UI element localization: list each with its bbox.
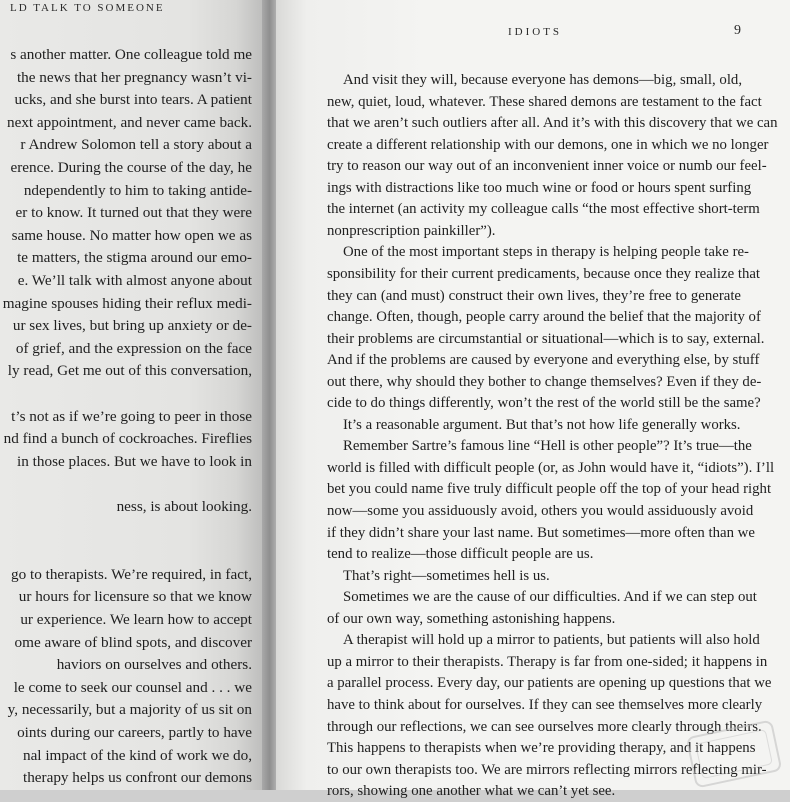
left-text-line: ness, is about looking. (116, 498, 252, 515)
body-text-line: tend to realize—those difficult people are us. (327, 546, 594, 563)
left-text-line: y, necessarily, but a majority of us sit on (7, 701, 252, 719)
left-text-line: er to know. It turned out that they were (15, 204, 252, 222)
body-text-line: that we aren’t such outliers after all. And it’s with this discovery that we can (327, 115, 778, 132)
left-text-line: erence. During the course of the day, he (10, 159, 252, 176)
body-text-line: A therapist will hold up a mirror to patients, but patients will also hold (343, 632, 760, 649)
body-text-line: if they didn’t share your last name. But sometimes—more often than we (327, 524, 755, 541)
running-head-text: LD TALK TO SOMEONE (10, 2, 165, 14)
body-text-line: a parallel process. Every day, our patients are opening up questions that we (327, 675, 772, 692)
left-text-line: haviors on ourselves and others. (56, 656, 252, 674)
left-text-line (0, 473, 252, 495)
left-text-line: therapy helps us confront our demons (22, 769, 252, 787)
left-page (0, 0, 268, 790)
left-text-line: ome aware of blind spots, and discover (14, 633, 252, 651)
left-text-line: s another matter. One colleague told me (10, 46, 252, 63)
right-page (276, 0, 790, 800)
body-text-line: the internet (an activity my colleague calls “the most effective short-term (327, 201, 760, 218)
body-text-line: up a mirror to their therapists. Therapy is far from one-sided; it happens in (327, 653, 768, 670)
body-text-line: out there, why should they bother to change themselves? Even if they de- (327, 373, 762, 390)
body-text-line: new, quiet, loud, whatever. These shared demons are testament to the fact (327, 93, 762, 110)
left-text-line: nd find a bunch of cockroaches. Fireflies (3, 430, 252, 448)
body-text-line: they can (and must) construct their own lives, they’re free to generate (327, 287, 741, 304)
left-text-line: ur sex lives, but bring up anxiety or de- (12, 317, 252, 335)
left-text-line: ndependently to him to taking antide- (23, 181, 252, 199)
body-text-line: now—some you assiduously avoid, others you would assiduously avoid (327, 503, 754, 519)
page-number: 9 (734, 23, 741, 38)
left-text-line: in those places. But we have to look in (17, 452, 252, 470)
body-text-line: rors, showing one another what we can’t yet see. (327, 783, 616, 800)
body-text-line: Remember Sartre’s famous line “Hell is other people”? It’s true—the (343, 438, 752, 455)
left-text-line: e. We’ll talk with almost anyone about (17, 272, 252, 289)
body-text-line: ings with distractions like too much wine or food or hours spent surfing (327, 179, 752, 196)
left-text-line: nal impact of the kind of work we do, (22, 746, 252, 764)
body-text-line: to our own therapists too. We are mirrors reflecting mirrors reflecting mir- (327, 761, 767, 778)
body-text-line: world is filled with difficult people (or, as John would have it, “idiots”). I’ll (327, 459, 775, 476)
left-text-line: ucks, and she burst into tears. A patient (14, 91, 252, 109)
body-text-line: sponsibility for their current predicaments, because once they realize that (327, 265, 761, 282)
body-text-line: bet you could name five truly difficult people off the top of your head right (327, 481, 772, 498)
left-text-line: ur experience. We learn how to accept (20, 611, 252, 628)
body-text-line: through our reflections, we can see ourselves more clearly through theirs. (327, 718, 762, 735)
chapter-title: IDIOTS (508, 26, 563, 38)
left-text-line: r Andrew Solomon tell a story about a (20, 136, 252, 154)
body-text-line: Sometimes we are the cause of our difficulties. And if we can step out (343, 589, 757, 606)
left-text-line: t’s not as if we’re going to peer in those (11, 407, 252, 425)
body-text-line: their problems are circumstantial or situational—which is to say, external. (327, 330, 765, 347)
left-text-line (0, 541, 252, 563)
left-text-line: le come to seek our counsel and . . . we (13, 678, 252, 696)
body-text-line: have to think about for ourselves. If they can see themselves more clearly (327, 696, 763, 713)
left-text-line: oints during our careers, partly to have (17, 724, 252, 741)
left-text-line: same house. No matter how open we as (11, 226, 252, 244)
body-text-line: cide to do things differently, won’t the rest of the world still be the same? (327, 395, 761, 412)
body-text-line: And visit they will, because everyone has demons—big, small, old, (343, 72, 743, 88)
left-running-head (0, 2, 268, 16)
body-text-line: create a different relationship with our demons, one in which we no longer (327, 136, 769, 153)
body-text-line: try to reason our way out of an inconvenient inner voice or numb our feel- (327, 158, 767, 175)
body-text-line: This happens to therapists when we’re providing therapy, and it happens (327, 740, 756, 757)
right-running-head (276, 23, 790, 42)
body-text-line: One of the most important steps in therapy is helping people take re- (343, 244, 749, 261)
body-text-line: That’s right—sometimes hell is us. (343, 567, 550, 584)
left-text-line: the news that her pregnancy wasn’t vi- (16, 68, 252, 86)
left-text-line: te matters, the stigma around our emo- (17, 249, 252, 267)
body-text-line: of our own way, something astonishing happens. (327, 610, 616, 627)
body-text-line: It’s a reasonable argument. But that’s not how life generally works. (343, 416, 741, 433)
left-text-line: of grief, and the expression on the face (15, 339, 252, 357)
left-text-line (0, 519, 252, 541)
left-text-line: ly read, Get me out of this conversation, (7, 362, 252, 380)
left-text-line: ur hours for licensure so that we know (18, 588, 252, 606)
left-text-line (0, 383, 252, 405)
body-text-line: And if the problems are caused by everyone and everything else, by stuff (327, 352, 760, 369)
left-text-line: next appointment, and never came back. (6, 113, 252, 131)
body-text-line: nonprescription painkiller”). (327, 222, 496, 239)
body-text-line: change. Often, though, people carry around the belief that the majority of (327, 309, 761, 326)
left-text-line: go to therapists. We’re required, in fact, (11, 565, 252, 583)
left-text-line: magine spouses hiding their reflux medi- (2, 294, 252, 312)
